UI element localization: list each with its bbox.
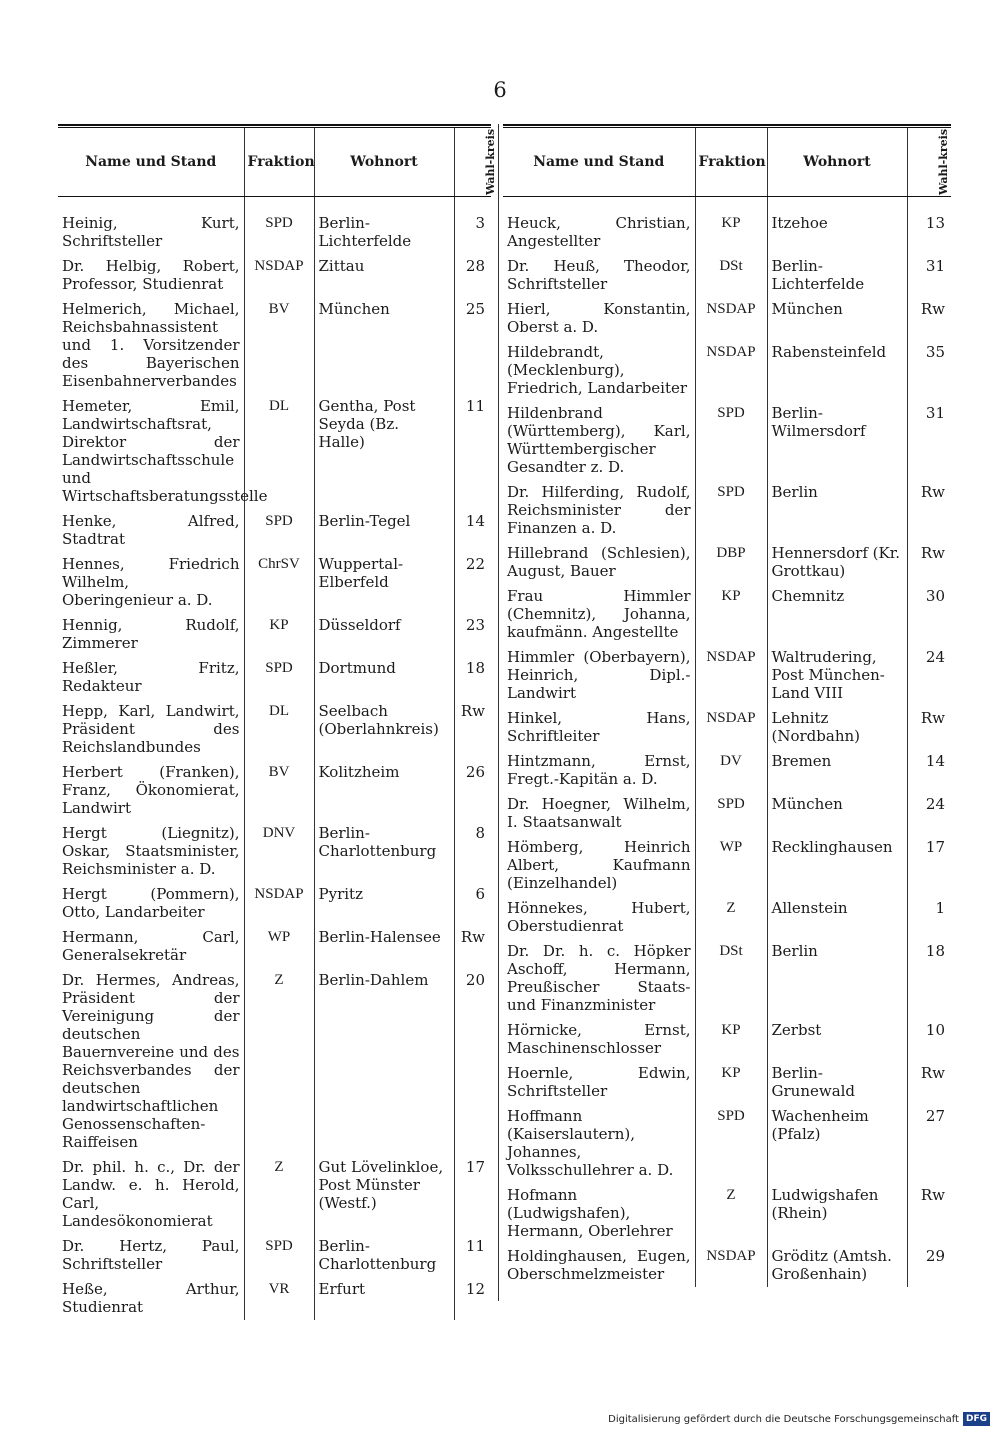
table-row — [503, 1061, 951, 1104]
cell-fraktion: BV — [244, 297, 314, 394]
header-wohnort: Wohnort — [314, 128, 454, 197]
table-row — [58, 882, 491, 925]
spacer-row — [58, 197, 491, 212]
table-row — [503, 254, 951, 297]
cell-wohnort: Zerbst — [767, 1018, 907, 1061]
table-row — [503, 896, 951, 939]
members-table-right — [503, 128, 951, 1287]
cell-kreis: 27 — [907, 1104, 951, 1183]
table-row — [503, 1104, 951, 1183]
cell-name: Dr. phil. h. c., Dr. der Landw. e. h. Herold, Carl, Landesökonomierat — [62, 1158, 240, 1230]
cell-fraktion: DSt — [695, 254, 767, 297]
cell-fraktion: NSDAP — [695, 706, 767, 749]
cell-fraktion: KP — [695, 211, 767, 254]
cell-wohnort: Waltrudering, Post München-Land VIII — [767, 645, 907, 706]
header-name: Name und Stand — [58, 128, 244, 197]
cell-fraktion: DL — [244, 699, 314, 760]
table-row — [503, 211, 951, 254]
cell-name: Heße, Arthur, Studienrat — [62, 1280, 240, 1316]
table-row — [58, 1155, 491, 1234]
cell-name: Hergt (Liegnitz), Oskar, Staatsminister, Reichsminister a. D. — [62, 824, 240, 878]
cell-fraktion: DBP — [695, 541, 767, 584]
cell-name: Dr. Hertz, Paul, Schriftsteller — [62, 1237, 240, 1273]
cell-fraktion: WP — [244, 925, 314, 968]
table-row — [58, 211, 491, 254]
cell-name: Hildebrandt, (Mecklenburg), Friedrich, Landarbeiter — [507, 343, 688, 397]
cell-wohnort: Allenstein — [767, 896, 907, 939]
cell-kreis: Rw — [907, 706, 951, 749]
cell-fraktion: NSDAP — [244, 882, 314, 925]
cell-kreis: 18 — [454, 656, 491, 699]
cell-kreis: 13 — [907, 211, 951, 254]
table-row — [503, 792, 951, 835]
cell-fraktion: Z — [695, 1183, 767, 1244]
cell-kreis: 29 — [907, 1244, 951, 1287]
cell-wohnort: Berlin-Halensee — [314, 925, 454, 968]
cell-kreis: 20 — [454, 968, 491, 1155]
cell-name: Hergt (Pommern), Otto, Landarbeiter — [62, 885, 240, 921]
cell-fraktion: DV — [695, 749, 767, 792]
cell-wohnort: Bremen — [767, 749, 907, 792]
table-row — [58, 613, 491, 656]
cell-fraktion: DNV — [244, 821, 314, 882]
cell-name: Dr. Hoegner, Wilhelm, I. Staatsanwalt — [507, 795, 691, 831]
cell-kreis: Rw — [907, 541, 951, 584]
cell-wohnort: München — [314, 297, 454, 394]
footer-text: Digitalisierung gefördert durch die Deutsche Forschungsgemeinschaft — [608, 1413, 959, 1425]
cell-name: Hierl, Konstantin, Oberst a. D. — [507, 300, 691, 336]
cell-fraktion: SPD — [695, 792, 767, 835]
cell-fraktion: NSDAP — [695, 297, 767, 340]
cell-kreis: 24 — [907, 645, 951, 706]
cell-kreis: 22 — [454, 552, 491, 613]
table-row — [58, 297, 491, 394]
cell-name: Hönnekes, Hubert, Oberstudienrat — [507, 899, 691, 935]
left-table-body — [58, 197, 491, 1321]
cell-wohnort: München — [767, 297, 907, 340]
cell-name: Frau Himmler (Chemnitz), Johanna, kaufmänn. Angestellte — [507, 587, 691, 641]
cell-kreis: Rw — [454, 699, 491, 760]
cell-name: Dr. Dr. h. c. Höpker Aschoff, Hermann, Preußischer Staats- und Finanzminister — [507, 942, 691, 1014]
cell-kreis: 10 — [907, 1018, 951, 1061]
cell-kreis: 11 — [454, 394, 491, 509]
table-row — [58, 552, 491, 613]
cell-fraktion: DL — [244, 394, 314, 509]
table-row — [503, 645, 951, 706]
cell-kreis: 26 — [454, 760, 491, 821]
cell-kreis: 18 — [907, 939, 951, 1018]
cell-wohnort: Recklinghausen — [767, 835, 907, 896]
table-row — [58, 509, 491, 552]
cell-wohnort: Düsseldorf — [314, 613, 454, 656]
cell-kreis: 14 — [907, 749, 951, 792]
cell-fraktion: NSDAP — [695, 645, 767, 706]
cell-wohnort: Berlin-Lichterfelde — [767, 254, 907, 297]
cell-fraktion: Z — [695, 896, 767, 939]
header-fraktion: Fraktion — [244, 128, 314, 197]
cell-fraktion: VR — [244, 1277, 314, 1320]
cell-wohnort: Gröditz (Amtsh. Großenhain) — [767, 1244, 907, 1287]
cell-name: Hildenbrand (Württemberg), Karl, Württembergischer Gesandter z. D. — [507, 404, 691, 476]
cell-wohnort: Chemnitz — [767, 584, 907, 645]
table-row — [503, 480, 951, 541]
cell-wohnort: Berlin — [767, 939, 907, 1018]
cell-kreis: 14 — [454, 509, 491, 552]
table-row — [503, 541, 951, 584]
dfg-logo: DFG — [963, 1412, 990, 1426]
cell-name: Hoernle, Edwin, Schriftsteller — [507, 1064, 691, 1100]
cell-name: Henke, Alfred, Stadtrat — [62, 512, 240, 548]
table-row — [503, 401, 951, 480]
cell-name: Hillebrand (Schlesien), August, Bauer — [507, 544, 691, 580]
cell-name: Hennes, Friedrich Wilhelm, Oberingenieur a. D. — [62, 555, 240, 609]
table-row — [503, 584, 951, 645]
cell-wohnort: Wachenheim (Pfalz) — [767, 1104, 907, 1183]
header-fraktion: Fraktion — [695, 128, 767, 197]
table-row — [503, 340, 951, 401]
header-wohnort: Wohnort — [767, 128, 907, 197]
cell-wohnort: Hennersdorf (Kr. Grottkau) — [767, 541, 907, 584]
cell-name: Heuck, Christian, Angestellter — [507, 214, 691, 250]
cell-wohnort: Berlin-Grunewald — [767, 1061, 907, 1104]
cell-fraktion: Z — [244, 1155, 314, 1234]
table-row — [503, 939, 951, 1018]
cell-wohnort: Rabensteinfeld — [767, 340, 907, 401]
cell-kreis: 17 — [454, 1155, 491, 1234]
cell-kreis: 28 — [454, 254, 491, 297]
cell-name: Hoffmann (Kaiserslautern), Johannes, Volksschullehrer a. D. — [507, 1107, 674, 1179]
cell-fraktion: KP — [244, 613, 314, 656]
cell-fraktion: WP — [695, 835, 767, 896]
cell-name: Hinkel, Hans, Schriftleiter — [507, 709, 691, 745]
table-row — [58, 699, 491, 760]
cell-kreis: Rw — [907, 297, 951, 340]
cell-kreis: 11 — [454, 1234, 491, 1277]
cell-wohnort: München — [767, 792, 907, 835]
cell-kreis: 17 — [907, 835, 951, 896]
cell-name: Dr. Heuß, Theodor, Schriftsteller — [507, 257, 691, 293]
table-row — [503, 1244, 951, 1287]
cell-fraktion: SPD — [695, 480, 767, 541]
cell-wohnort: Berlin-Lichterfelde — [314, 211, 454, 254]
cell-name: Hörnicke, Ernst, Maschinenschlosser — [507, 1021, 691, 1057]
cell-wohnort: Kolitzheim — [314, 760, 454, 821]
table-row — [58, 925, 491, 968]
cell-name: Dr. Hermes, Andreas, Präsident der Vereinigung der deutschen Bauernvereine und des Reichsverbandes der deutschen landwirtschaftlichen Genossenschaften-Raiffeisen — [62, 971, 240, 1151]
cell-wohnort: Itzehoe — [767, 211, 907, 254]
column-divider — [498, 124, 499, 1301]
table-row — [58, 821, 491, 882]
cell-kreis: 3 — [454, 211, 491, 254]
cell-kreis: Rw — [907, 480, 951, 541]
table-row — [503, 1018, 951, 1061]
cell-kreis: Rw — [454, 925, 491, 968]
header-name: Name und Stand — [503, 128, 695, 197]
cell-wohnort: Berlin-Charlottenburg — [314, 821, 454, 882]
cell-name: Hintzmann, Ernst, Fregt.-Kapitän a. D. — [507, 752, 691, 788]
cell-kreis: Rw — [907, 1183, 951, 1244]
footer — [608, 1412, 990, 1426]
cell-name: Himmler (Oberbayern), Heinrich, Dipl.-Landwirt — [507, 648, 691, 702]
cell-fraktion: NSDAP — [695, 1244, 767, 1287]
cell-fraktion: NSDAP — [244, 254, 314, 297]
members-table-left — [58, 128, 497, 1320]
cell-wohnort: Dortmund — [314, 656, 454, 699]
left-column — [58, 124, 497, 1320]
right-table-body — [503, 197, 951, 1288]
cell-fraktion: SPD — [695, 401, 767, 480]
table-row — [58, 254, 491, 297]
cell-name: Hofmann (Ludwigshafen), Hermann, Oberlehrer — [507, 1186, 673, 1240]
cell-name: Hennig, Rudolf, Zimmerer — [62, 616, 240, 652]
cell-kreis: Rw — [907, 1061, 951, 1104]
cell-wohnort: Wuppertal-Elberfeld — [314, 552, 454, 613]
right-column — [503, 124, 951, 1287]
table-row — [503, 749, 951, 792]
table-row — [58, 1277, 491, 1320]
cell-wohnort: Berlin-Charlottenburg — [314, 1234, 454, 1277]
cell-wohnort: Ludwigshafen (Rhein) — [767, 1183, 907, 1244]
table-row — [58, 760, 491, 821]
header-wahlkreis: Wahl-kreis — [907, 128, 951, 197]
cell-kreis: 1 — [907, 896, 951, 939]
cell-wohnort: Gut Lövelinkloe, Post Münster (Westf.) — [314, 1155, 454, 1234]
cell-name: Dr. Helbig, Robert, Professor, Studienrat — [62, 257, 240, 293]
cell-fraktion: BV — [244, 760, 314, 821]
cell-kreis: 30 — [907, 584, 951, 645]
cell-name: Holdinghausen, Eugen, Oberschmelzmeister — [507, 1247, 691, 1283]
cell-fraktion: DSt — [695, 939, 767, 1018]
cell-name: Helmerich, Michael, Reichsbahnassistent und 1. Vorsitzender des Bayerischen Eisenbahnerverbandes — [62, 300, 240, 390]
cell-fraktion: SPD — [244, 656, 314, 699]
table-row — [503, 1183, 951, 1244]
cell-fraktion: SPD — [244, 211, 314, 254]
cell-wohnort: Erfurt — [314, 1277, 454, 1320]
cell-name: Heßler, Fritz, Redakteur — [62, 659, 240, 695]
cell-name: Herbert (Franken), Franz, Ökonomierat, Landwirt — [62, 763, 240, 817]
table-row — [58, 968, 491, 1155]
cell-fraktion: KP — [695, 1061, 767, 1104]
cell-fraktion: NSDAP — [695, 340, 767, 401]
table-row — [503, 297, 951, 340]
cell-wohnort: Lehnitz (Nordbahn) — [767, 706, 907, 749]
cell-fraktion: Z — [244, 968, 314, 1155]
cell-fraktion: KP — [695, 1018, 767, 1061]
cell-kreis: 25 — [454, 297, 491, 394]
cell-wohnort: Seelbach (Oberlahnkreis) — [314, 699, 454, 760]
cell-kreis: 6 — [454, 882, 491, 925]
cell-name: Heinig, Kurt, Schriftsteller — [62, 214, 240, 250]
cell-wohnort: Zittau — [314, 254, 454, 297]
cell-wohnort: Pyritz — [314, 882, 454, 925]
table-row — [503, 835, 951, 896]
cell-wohnort: Berlin — [767, 480, 907, 541]
cell-fraktion: SPD — [244, 1234, 314, 1277]
cell-fraktion: SPD — [244, 509, 314, 552]
cell-fraktion: KP — [695, 584, 767, 645]
cell-kreis: 31 — [907, 254, 951, 297]
table-row — [58, 1234, 491, 1277]
cell-kreis: 24 — [907, 792, 951, 835]
cell-kreis: 31 — [907, 401, 951, 480]
cell-kreis: 12 — [454, 1277, 491, 1320]
cell-name: Hepp, Karl, Landwirt, Präsident des Reichslandbundes — [62, 702, 240, 756]
cell-wohnort: Berlin-Dahlem — [314, 968, 454, 1155]
spacer-row — [503, 197, 951, 212]
cell-kreis: 23 — [454, 613, 491, 656]
cell-name: Hermann, Carl, Generalsekretär — [62, 928, 240, 964]
table-row — [58, 394, 491, 509]
table-row — [58, 656, 491, 699]
cell-name: Dr. Hilferding, Rudolf, Reichsminister der Finanzen a. D. — [507, 483, 691, 537]
cell-kreis: 8 — [454, 821, 491, 882]
table-row — [503, 706, 951, 749]
cell-wohnort: Gentha, Post Seyda (Bz. Halle) — [314, 394, 454, 509]
cell-fraktion: SPD — [695, 1104, 767, 1183]
cell-wohnort: Berlin-Tegel — [314, 509, 454, 552]
cell-name: Hemeter, Emil, Landwirtschaftsrat, Direktor der Landwirtschaftsschule und Wirtschaftsberatungsstelle — [62, 397, 268, 505]
header-wahlkreis: Wahl-kreis — [454, 128, 491, 197]
cell-name: Hömberg, Heinrich Albert, Kaufmann (Einzelhandel) — [507, 838, 691, 892]
cell-kreis: 35 — [907, 340, 951, 401]
page-number: 6 — [493, 78, 507, 102]
cell-fraktion: ChrSV — [244, 552, 314, 613]
cell-wohnort: Berlin-Wilmersdorf — [767, 401, 907, 480]
